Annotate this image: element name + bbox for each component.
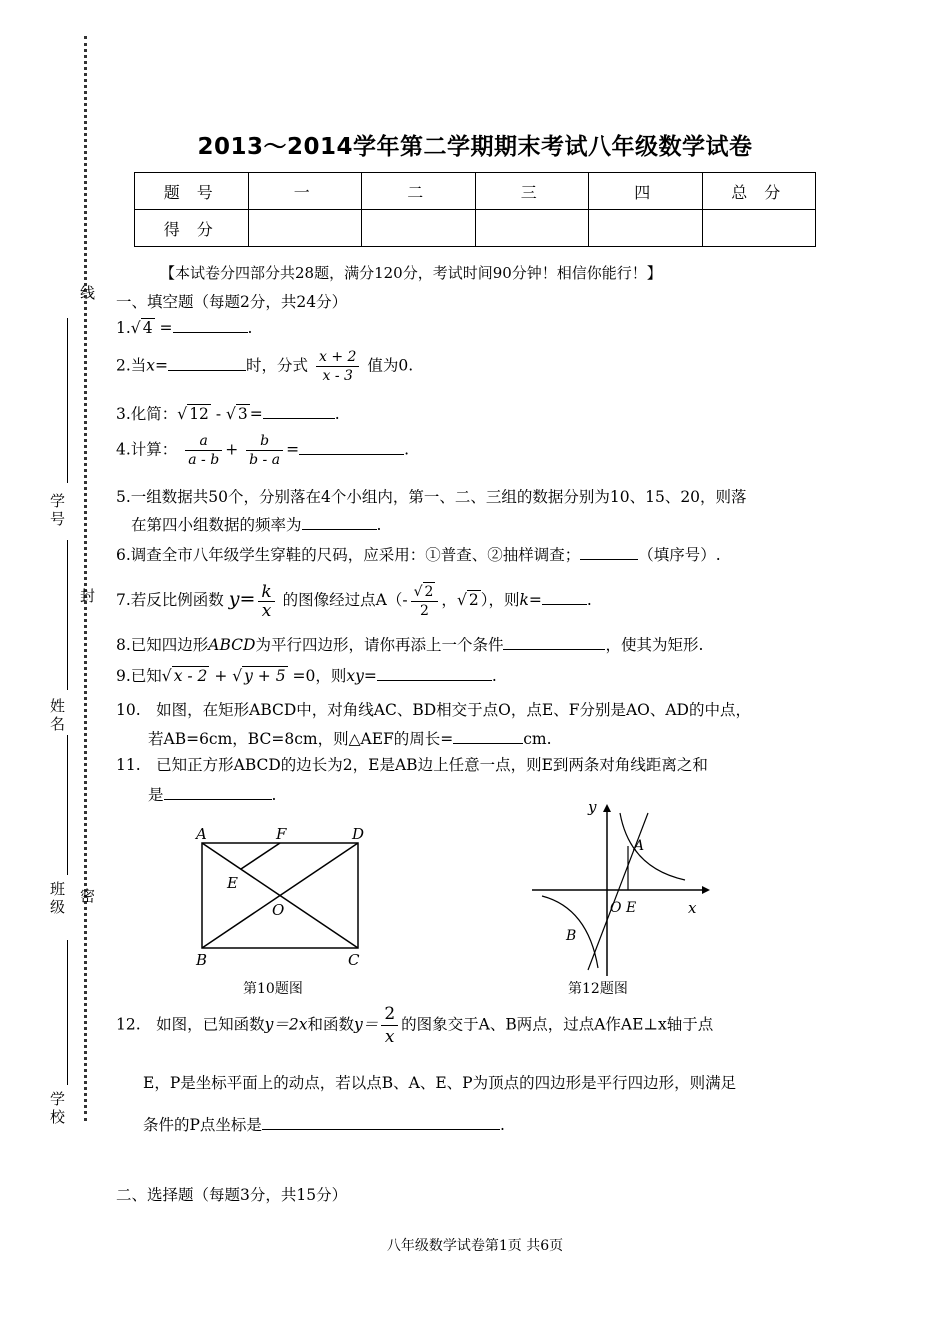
margin-xuehao-label: 学号 [50, 492, 66, 528]
label-y: y [588, 798, 597, 816]
section1-heading: 一、填空题（每题2分，共24分） [116, 293, 348, 311]
figure-10-caption: 第10题图 [243, 981, 303, 997]
label-f: F [276, 825, 287, 843]
question-2: 2.当x= 时，分式 $\frac{x + 2}{x - 3}$ 值为0. [116, 349, 414, 384]
margin-mi: 密 [80, 887, 96, 905]
instructions: 【本试卷分四部分共28题，满分120分，考试时间90分钟！相信你能行！】 [160, 264, 662, 282]
label-a: A [634, 838, 645, 854]
score-cell-1[interactable] [248, 210, 362, 247]
margin-xuexiao-label: 学校 [50, 1090, 66, 1126]
question-11-line2: 是 . [148, 786, 277, 804]
label-b: B [566, 928, 577, 944]
fraction: $\frac{b}{b - a}$ [246, 432, 283, 469]
score-table [134, 172, 816, 247]
fraction: $\frac{√ 2}{2}$ [411, 582, 439, 620]
fraction: $\frac{2}{x}$ [381, 1003, 398, 1048]
score-cell-4[interactable] [589, 210, 703, 247]
question-8: 8.已知四边形ABCD为平行四边形，请你再添上一个条件 ，使其为矩形. [116, 636, 704, 654]
xuehao-blank-line[interactable] [67, 318, 68, 483]
header-cell-tihao: 题 号 [135, 173, 249, 210]
table-row [135, 210, 816, 247]
margin-xingming-label: 姓名 [50, 697, 66, 733]
margin-xian: 线 [80, 284, 96, 302]
binding-dotted-line [84, 36, 87, 1121]
label-c: C [348, 951, 360, 969]
figure-10-rectangle [190, 825, 375, 975]
answer-blank-2[interactable] [168, 356, 246, 371]
question-3: 3.化简：√ 12 - √ 3 = . [116, 405, 340, 423]
label-o: O [610, 900, 622, 916]
table-row [135, 173, 816, 210]
answer-blank-11[interactable] [164, 785, 272, 800]
question-7: 7.若反比例函数 y= $\frac{k}{x}$ 的图像经过点A（- $\frac{√ 2}{2}$ ，√ 2 ），则k= . [116, 581, 592, 621]
header-cell-1: 一 [248, 173, 362, 210]
fraction: $\frac{x + 2}{x - 3}$ [316, 348, 359, 385]
question-9: 9.已知√ x - 2 + √ y + 5 =0，则xy= . [116, 667, 497, 685]
segment-ef [241, 843, 280, 869]
question-6: 6.调查全市八年级学生穿鞋的尺码，应采用：①普查、②抽样调查； （填序号）. [116, 546, 721, 564]
section2-heading: 二、选择题（每题3分，共15分） [116, 1186, 348, 1204]
score-cell-total[interactable] [702, 210, 816, 247]
xuexiao-blank-line[interactable] [67, 940, 68, 1085]
question-12-line2: E，P是坐标平面上的动点，若以点B、A、E、P为顶点的四边形是平行四边形，则满足 [143, 1074, 737, 1092]
label-a: A [196, 825, 207, 843]
answer-blank-4[interactable] [299, 440, 404, 455]
question-10-line1: 10. 如图，在矩形ABCD中，对角线AC、BD相交于点O，点E、F分别是AO、AD的中点， [116, 701, 751, 719]
answer-blank-8[interactable] [503, 635, 605, 650]
score-row-label: 得 分 [135, 210, 249, 247]
label-e: E [227, 874, 238, 892]
xingming-blank-line[interactable] [67, 540, 68, 690]
answer-blank-10[interactable] [453, 729, 523, 744]
margin-feng: 封 [80, 587, 96, 605]
answer-blank-6[interactable] [580, 545, 638, 560]
header-cell-4: 四 [589, 173, 703, 210]
figure-12-graph [530, 798, 715, 978]
answer-blank-9[interactable] [377, 666, 492, 681]
answer-blank-1[interactable] [173, 318, 248, 333]
x-axis-arrow [702, 886, 710, 894]
score-cell-2[interactable] [362, 210, 476, 247]
fraction: $\frac{k}{x}$ [258, 583, 274, 620]
label-e: E [626, 900, 637, 916]
question-5-line1: 5.一组数据共50个，分别落在4个小组内，第一、二、三组的数据分别为10、15、20，则落 [116, 488, 747, 506]
question-4: 4.计算： $\frac{a}{a - b}$ + $\frac{b}{b - a}$ = . [116, 433, 410, 468]
answer-blank-3[interactable] [263, 404, 335, 419]
label-d: D [352, 825, 365, 843]
answer-blank-12[interactable] [262, 1115, 500, 1130]
question-12-line1: 12. 如图，已知函数y＝2x和函数y＝ $\frac{2}{x}$ 的图象交于A、B两点，过点A作AE⊥x轴于点 [116, 1004, 714, 1047]
page-title: 2013～2014学年第二学期期末考试八年级数学试卷 [197, 134, 753, 160]
header-cell-total: 总 分 [702, 173, 816, 210]
answer-blank-7[interactable] [542, 590, 587, 605]
line-y-2x [588, 813, 648, 970]
page-footer: 八年级数学试卷第1页 共6页 [386, 1238, 564, 1254]
score-cell-3[interactable] [475, 210, 589, 247]
fraction: $\frac{a}{a - b}$ [185, 432, 222, 469]
label-x: x [688, 899, 697, 917]
y-axis-arrow [603, 804, 611, 812]
question-5-line2: 在第四小组数据的频率为 . [131, 516, 382, 534]
question-1: 1.√ 4 = . [116, 319, 253, 337]
question-10-line2: 若AB=6cm，BC=8cm，则△AEF的周长= cm. [148, 730, 552, 748]
margin-banji-label: 班级 [50, 880, 66, 916]
question-11-line1: 11. 已知正方形ABCD的边长为2，E是AB边上任意一点，则E到两条对角线距离之和 [116, 756, 708, 774]
header-cell-2: 二 [362, 173, 476, 210]
header-cell-3: 三 [475, 173, 589, 210]
label-o: O [272, 901, 285, 919]
label-b: B [196, 951, 208, 969]
question-12-line3: 条件的P点坐标是 . [143, 1116, 505, 1134]
hyperbola-branch-1 [620, 813, 685, 880]
figure-12-caption: 第12题图 [568, 981, 628, 997]
banji-blank-line[interactable] [67, 735, 68, 875]
answer-blank-5[interactable] [302, 515, 377, 530]
